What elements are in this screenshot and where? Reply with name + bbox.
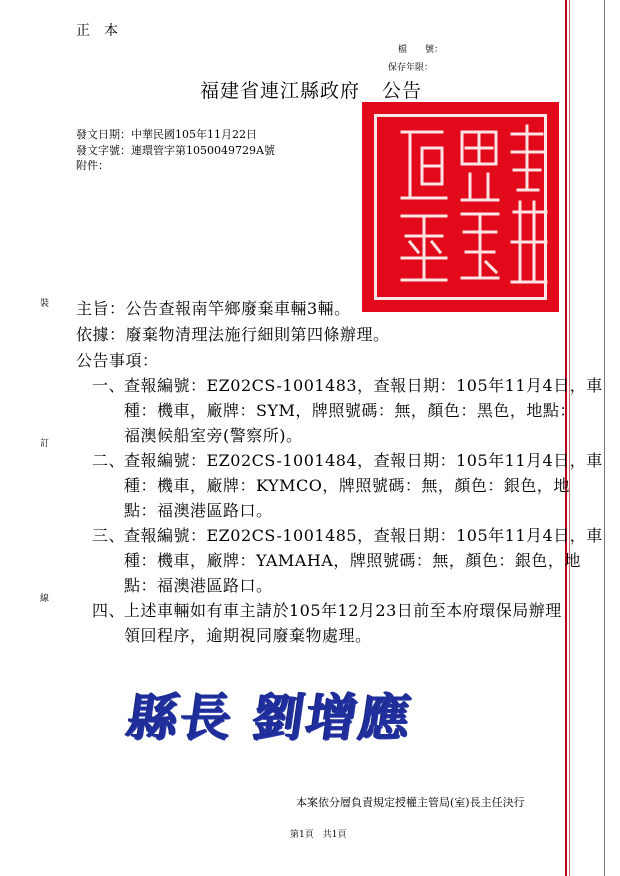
official-seal xyxy=(362,102,559,312)
attachment-label: 附件： xyxy=(76,159,109,172)
item-3-line-2: 種：機車，廠牌：YAMAHA，牌照號碼：無，顏色：銀色，地 xyxy=(124,551,581,570)
binding-mark-ding: 訂 xyxy=(40,439,50,449)
item-1-line-3: 福澳候船室旁(警察所)。 xyxy=(124,426,303,445)
mayor-signature: 縣長 劉增應 xyxy=(123,688,417,748)
binding-mark-xian: 線 xyxy=(40,594,50,604)
basis-line: 依據：廢棄物清理法施行細則第四條辦理。 xyxy=(76,325,390,344)
issue-number: 發文字號：連環管字第1050049729A號 xyxy=(76,144,275,157)
agency-name: 福建省連江縣政府 xyxy=(200,80,361,102)
red-margin-rule-thin xyxy=(569,0,570,876)
item-2-line-2: 種：機車，廠牌：KYMCO，牌照號碼：無，顏色：銀色，地 xyxy=(124,476,570,495)
binding-mark-zhuang: 裝 xyxy=(40,299,50,309)
item-1-line-2: 種：機車，廠牌：SYM，牌照號碼：無，顏色：黑色，地點： xyxy=(124,401,576,420)
retention-period-label: 保存年限： xyxy=(388,63,434,73)
item-4-marker: 四、 xyxy=(92,601,126,620)
item-1-marker: 一、 xyxy=(92,376,126,395)
subject-line: 主旨：公告查報南竿鄉廢棄車輛3輛。 xyxy=(76,299,351,318)
item-1-line-1: 查報編號：EZ02CS-1001483，查報日期：105年11月4日，車 xyxy=(124,376,603,395)
document-type: 公告 xyxy=(382,80,423,102)
items-heading: 公告事項： xyxy=(76,351,159,370)
item-4-line-2: 領回程序，逾期視同廢棄物處理。 xyxy=(124,626,372,645)
original-copy-mark: 正 本 xyxy=(76,23,118,39)
item-2-line-1: 查報編號：EZ02CS-1001484，查報日期：105年11月4日，車 xyxy=(124,451,603,470)
page-number-footer: 第1頁 共1頁 xyxy=(290,830,347,840)
item-2-line-3: 點：福澳港區路口。 xyxy=(124,501,273,520)
delegation-note: 本案依分層負責規定授權主管局(室)長主任決行 xyxy=(296,796,525,809)
item-3-marker: 三、 xyxy=(92,526,126,545)
issue-date: 發文日期：中華民國105年11月22日 xyxy=(76,128,257,141)
red-margin-rule xyxy=(565,0,567,876)
item-4-line-1: 上述車輛如有車主請於105年12月23日前至本府環保局辦理 xyxy=(124,601,562,620)
item-2-marker: 二、 xyxy=(92,451,126,470)
page-edge-line xyxy=(604,0,605,876)
document-title xyxy=(200,76,422,103)
item-3-line-3: 點：福澳港區路口。 xyxy=(124,576,273,595)
file-number-label: 檔 號： xyxy=(398,45,444,55)
item-3-line-1: 查報編號：EZ02CS-1001485，查報日期：105年11月4日，車 xyxy=(124,526,603,545)
